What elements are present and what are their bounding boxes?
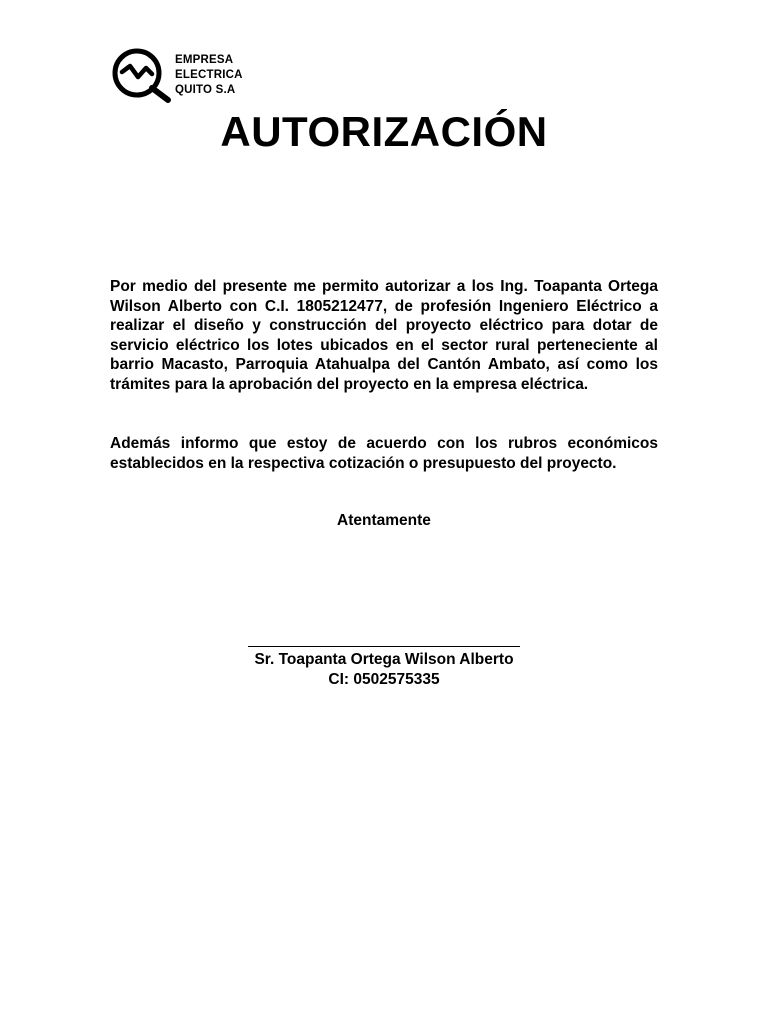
body-paragraph-2: Además informo que estoy de acuerdo con los rubros económicos establecidos en la respectiva cotización o presupuesto del proyecto. [110,435,658,472]
signature-line [248,630,520,647]
logo-line-3: QUITO S.A [175,84,236,96]
signer-id: CI: 0502575335 [328,670,440,688]
logo-text [175,53,243,98]
company-logo-icon [110,44,174,104]
document-title: AUTORIZACIÓN [220,108,548,155]
logo-line-1: EMPRESA [175,54,234,66]
signer-name: Sr. Toapanta Ortega Wilson Alberto [254,651,514,668]
signature-block [0,630,768,689]
body-paragraph-1: Por medio del presente me permito autorizar a los Ing. Toapanta Ortega Wilson Alberto con C.I. 1805212477, de profesión Ingeniero Eléctrico a realizar el diseño y construcción del proyecto eléctrico para dotar de servicio eléctrico los lotes ubicados en el sector rural perteneciente al barrio Macasto, Parroquia Atahualpa del Cantón Ambato, así como los trámites para la aprobación del proyecto en la empresa eléctrica. [110,278,658,393]
logo-line-2: ELECTRICA [175,69,243,81]
closing-salutation: Atentamente [337,512,431,529]
company-logo [110,44,270,104]
